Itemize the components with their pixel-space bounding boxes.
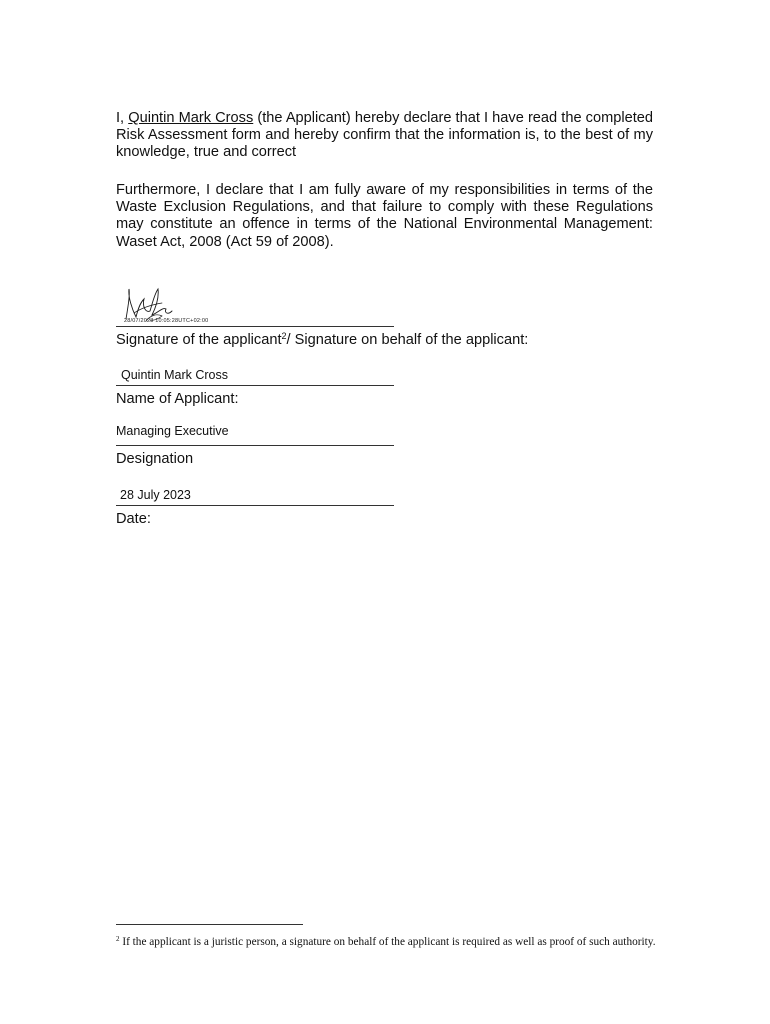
signature-timestamp: 28/07/2023 10:05:28UTC+02:00 xyxy=(124,318,209,324)
applicant-name-line xyxy=(116,385,394,386)
signature-label xyxy=(116,331,528,348)
footnote xyxy=(116,932,656,951)
footnote-reference: 2 xyxy=(281,331,287,341)
signature-area xyxy=(116,283,396,327)
applicant-name-value: Quintin Mark Cross xyxy=(121,368,228,382)
handwritten-signature xyxy=(116,283,236,323)
declaration-rest: (the Applicant) hereby declare that I have read the completed Risk Assessment form and hereby confirm that the information is, to the best of my knowledge, true and correct xyxy=(116,110,654,161)
designation-value: Managing Executive xyxy=(116,424,229,438)
date-value: 28 July 2023 xyxy=(120,488,191,502)
declaration-applicant-name: Quintin Mark Cross xyxy=(128,110,254,126)
responsibility-paragraph: Furthermore, I declare that I am fully aware of my responsibilities in terms of the Waste Exclusion Regulations, and that failure to comply with these Regulations may constitute an offence in terms of the National Environmental Management: Waset Act, 2008 (Act 59 of 2008). xyxy=(116,182,653,250)
designation-line xyxy=(116,445,394,446)
footnote-separator xyxy=(116,924,303,925)
footnote-text: If the applicant is a juristic person, a signature on behalf of the applicant is required as well as proof of such authority. xyxy=(119,936,656,948)
declaration-prefix: I, xyxy=(116,110,129,126)
designation-label: Designation xyxy=(116,451,194,467)
date-line xyxy=(116,505,394,506)
date-label: Date: xyxy=(116,511,151,527)
signature-label-rest: / Signature on behalf of the applicant: xyxy=(286,332,529,348)
declaration-paragraph xyxy=(116,110,653,162)
signature-label-main: Signature of the applicant xyxy=(116,332,282,348)
signature-line xyxy=(116,326,394,327)
applicant-name-label: Name of Applicant: xyxy=(116,391,239,407)
footnote-marker: 2 xyxy=(116,935,120,943)
